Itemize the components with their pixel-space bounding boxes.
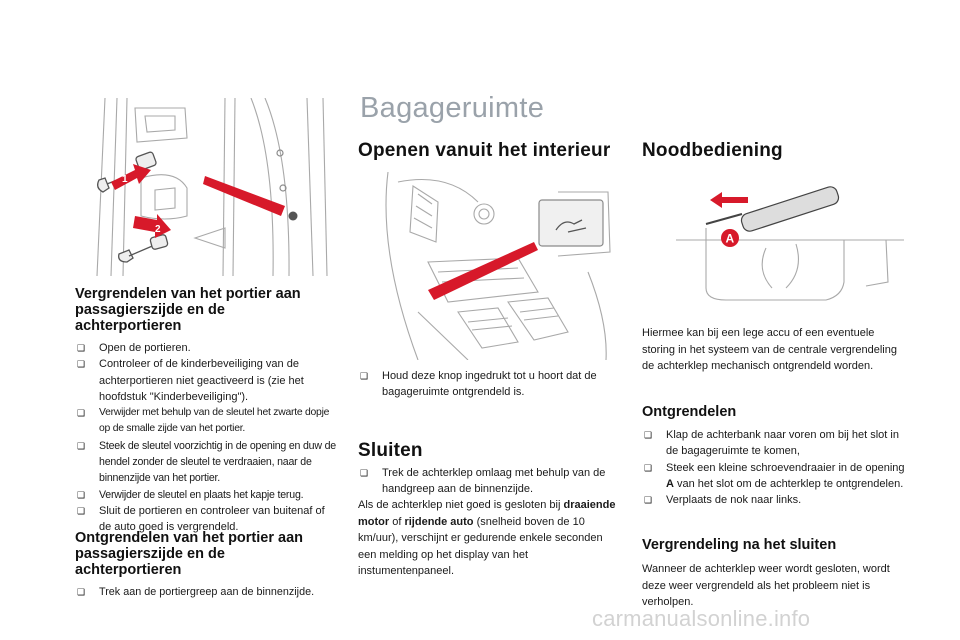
square-bullet-icon: ❑ [77,587,86,597]
emergency-release-illustration [676,178,904,304]
section-heading-open-interior: Openen vanuit het interieur [358,140,611,161]
square-bullet-icon: ❑ [644,430,653,440]
list-item: ❑ Open de portieren. [75,340,337,356]
square-bullet-icon: ❑ [644,495,653,506]
dashboard-button-illustration [358,172,620,360]
watermark: carmanualsonline.info [592,606,811,631]
section-heading-lock-after-close: Vergrendeling na het sluiten [642,537,837,553]
list-item: ❑ Houd deze knop ingedrukt tot u hoort dat de bagageruimte ontgrendeld is. [360,370,597,399]
close-steps [358,465,620,498]
section-heading-lock-doors: Vergrendelen van het portier aan passagierszijde en de achterportieren [75,286,301,334]
section-heading-emergency: Noodbediening [642,140,783,161]
open-interior-steps [358,368,620,401]
lock-after-close-text: Wanneer de achterklep weer wordt gesloten, wordt deze weer vergrendeld als het probleem niet is verholpen. [642,563,890,608]
list-item: ❑ Verwijder de sleutel en plaats het kapje terug. [75,487,337,503]
list-item: ❑ Steek een kleine schroevendraaier in de opening A van het slot om de achterklep te ontgrendelen. [644,461,905,490]
list-item: ❑ Verplaats de nok naar links. [642,492,906,508]
square-bullet-icon: ❑ [644,462,653,473]
square-bullet-icon: ❑ [77,489,85,500]
square-bullet-icon: ❑ [360,468,369,478]
unlock-steps [642,427,906,508]
list-item: ❑ Trek de achterklep omlaag met behulp van de handgreep aan de binnenzijde. [360,467,606,496]
figure-label-1: 1 [122,174,128,185]
emergency-intro-text: Hiermee kan bij een lege accu of een eventuele storing in het systeem van de centrale vergrendeling de achterklep mechanisch ontgrendeld worden. [642,327,897,372]
figure-label-2: 2 [155,224,161,235]
list-item: ❑ Controleer of de kinderbeveiliging van de achterportieren niet geactiveerd is (zie het hoofdstuk "Kinderbeveiliging"). [77,358,304,403]
square-bullet-icon: ❑ [360,371,369,381]
section-heading-close: Sluiten [358,440,423,461]
list-item: ❑ Steek de sleutel voorzichtig in de opening en duw de hendel zonder de sleutel te verdraaien, naar de binnenzijde van het portier. [77,439,336,485]
square-bullet-icon: ❑ [77,440,85,451]
square-bullet-icon: ❑ [77,343,86,353]
list-item: ❑ Trek aan de portiergreep aan de binnenzijde. [75,584,337,600]
lock-doors-steps [75,340,337,536]
close-warning-text: Als de achterklep niet goed is gesloten bij draaiende motor of rijdende auto (snelheid boven de 10 km/uur), verschijnt er gedurende enkele seconden een melding op het display van het instumentenpaneel. [358,499,616,577]
square-bullet-icon: ❑ [77,505,86,516]
door-lock-illustration [75,98,337,276]
list-item: ❑ Sluit de portieren en controleer van buitenaf of de auto goed is vergrendeld. [77,504,325,534]
section-heading-unlock-doors: Ontgrendelen van het portier aan passagierszijde en de achterportieren [75,530,304,578]
square-bullet-icon: ❑ [77,359,86,370]
unlock-doors-steps [75,584,337,600]
section-heading-unlock: Ontgrendelen [642,404,737,420]
page-title: Bagageruimte [360,92,545,124]
square-bullet-icon: ❑ [77,408,85,419]
list-item: ❑ Verwijder met behulp van de sleutel het zwarte dopje op de smalle zijde van het portier. [77,407,330,435]
list-item: ❑ Klap de achterbank naar voren om bij het slot in de bagageruimte te komen, [644,429,899,458]
figure-label-a: A [725,231,735,246]
